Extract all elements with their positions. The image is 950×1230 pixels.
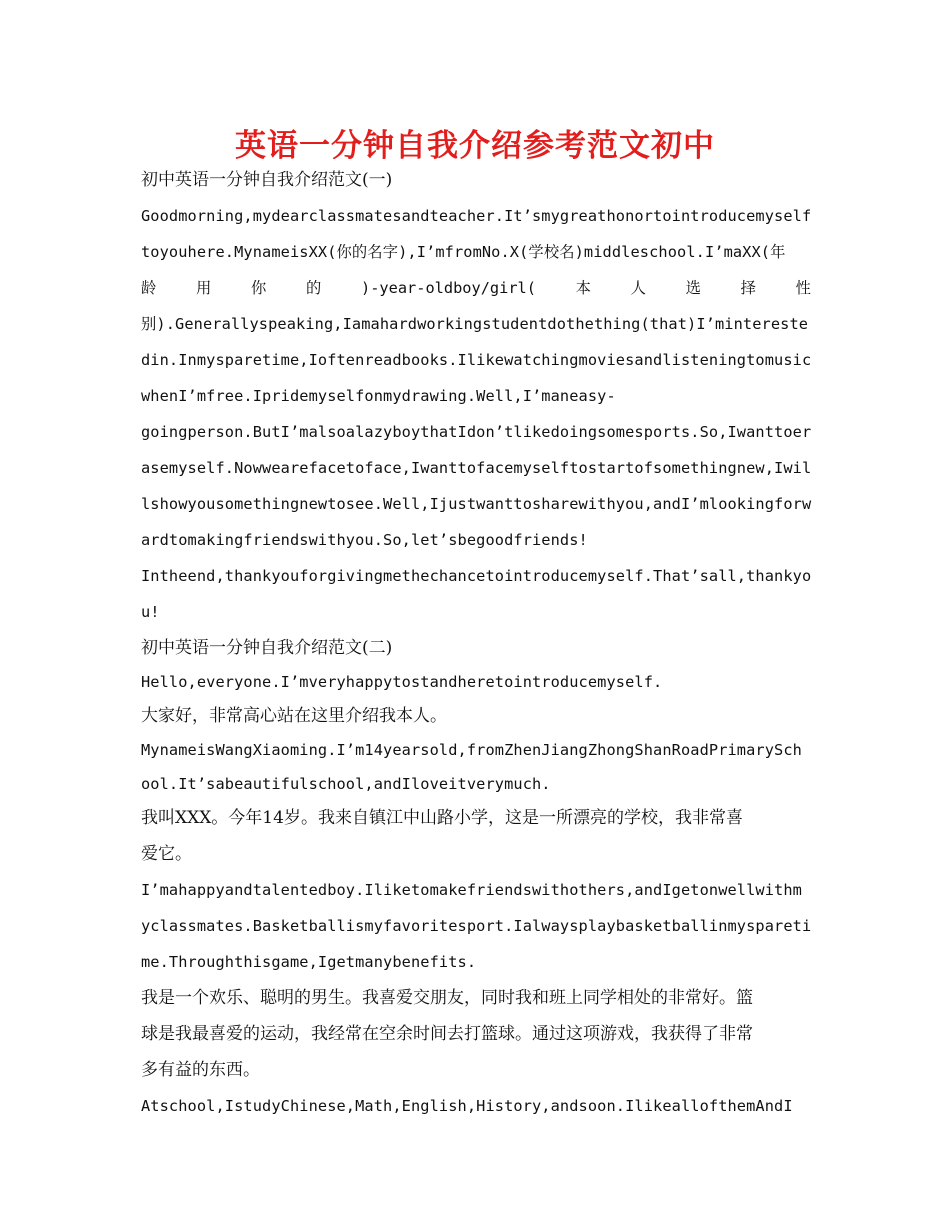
justified-word: 择 xyxy=(740,279,756,297)
text-line: 我是一个欢乐、聪明的男生。我喜爱交朋友，同时我和班上同学相处的非常好。篮 xyxy=(141,988,753,1008)
text-line: 球是我最喜爱的运动，我经常在空余时间去打篮球。通过这项游戏，我获得了非常 xyxy=(141,1024,753,1044)
text-line: yclassmates.Basketballismyfavoritesport.Ialwaysplaybasketballinmyspareti xyxy=(141,917,812,935)
text-line: u! xyxy=(141,603,160,621)
text-line: ardtomakingfriendswithyou.So,let’sbegoodfriends! xyxy=(141,531,588,549)
justified-word: 人 xyxy=(630,279,646,297)
text-line: 别).Generallyspeaking,Iamahardworkingstudentdothething(that)I’minterestе xyxy=(141,315,809,333)
text-line: ool.It’sabeautifulschool,andIloveitverymuch. xyxy=(141,775,551,793)
justified-word: 你 xyxy=(251,279,267,297)
text-line: toyouhere.MynameisXX(你的名字),I’mfromNo.X(学校名)middleschool.I’maXX(年 xyxy=(141,243,786,261)
text-line-justified xyxy=(141,276,811,312)
text-line: Goodmorning,mydearclassmatesandteacher.It’smygreathonortointroducemyself xyxy=(141,207,812,225)
text-line: Intheend,thankyouforgivingmethechancetointroducemyself.That’sall,thankyo xyxy=(141,567,812,585)
text-line: lshowyousomethingnewtosee.Well,Ijustwanttosharewithyou,andI’mlookingforw xyxy=(141,495,812,513)
justified-word: )-year-oldboy/girl( xyxy=(361,279,536,297)
text-line: 多有益的东西。 xyxy=(141,1060,260,1080)
text-line: I’mahappyandtalentedboy.Iliketomakefriendswithothers,andIgetonwellwithm xyxy=(141,881,802,899)
section-heading-2: 初中英语一分钟自我介绍范文(二) xyxy=(141,638,393,658)
justified-word: 本 xyxy=(575,279,591,297)
justified-word: 的 xyxy=(306,279,322,297)
text-line: 大家好，非常高心站在这里介绍我本人。 xyxy=(141,706,447,726)
text-line: asemyself.Nowwearefacetoface,Iwanttofacemyselftostartofsomethingnew,Iwil xyxy=(141,459,812,477)
justified-word: 用 xyxy=(196,279,212,297)
text-line: me.Throughthisgame,Igetmanybenefits. xyxy=(141,953,477,971)
text-line: whenI’mfree.Ipridemyselfonmydrawing.Well,I’maneasy- xyxy=(141,387,616,405)
text-line: Atschool,IstudyChinese,Math,English,History,andsoon.IlikeallofthemAndI xyxy=(141,1097,793,1115)
text-line: goingperson.ButI’malsoalazyboythatIdon’tlikedoingsomesports.So,Iwanttoer xyxy=(141,423,812,441)
section-heading-1: 初中英语一分钟自我介绍范文(一) xyxy=(141,170,393,190)
text-line: 我叫XXX。今年14岁。我来自镇江中山路小学，这是一所漂亮的学校，我非常喜 xyxy=(141,808,743,828)
justified-word: 性 xyxy=(795,279,811,297)
text-line: 爱它。 xyxy=(141,844,192,864)
text-line: Hello,everyone.I’mveryhappytostandheretointroducemyself. xyxy=(141,673,663,691)
justified-word: 龄 xyxy=(141,279,157,297)
text-line: MynameisWangXiaoming.I’m14yearsold,fromZhenJiangZhongShanRoadPrimarySch xyxy=(141,741,802,759)
text-line: din.Inmysparetime,Ioftenreadbooks.Ilikewatchingmoviesandlisteningtomusic xyxy=(141,351,812,369)
document-title: 英语一分钟自我介绍参考范文初中 xyxy=(235,128,715,164)
justified-word: 选 xyxy=(685,279,701,297)
